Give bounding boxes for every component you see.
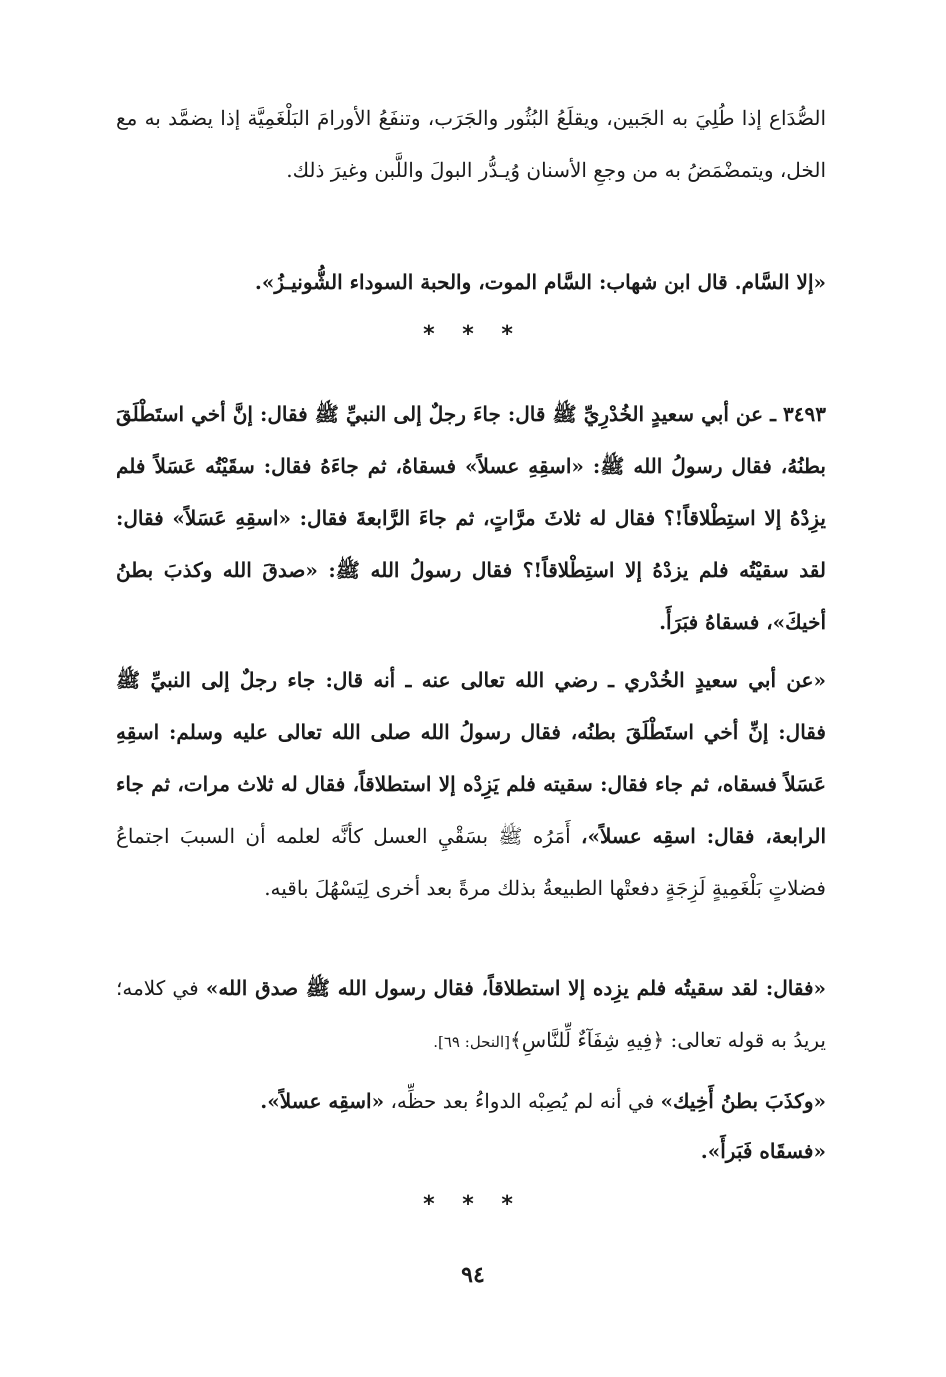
quoted-hadith-text: «فقال: لقد سقيتُه فلم يزِده إلا استطلاقاً، فقال رسول الله ﷺ صدق الله» — [205, 976, 827, 1000]
paragraph-commentary-1: الصُّدَاع إذا طُلِيَ به الجَبين، ويقلَعُ البُثُور والجَرَب، وتنفَعُ الأورامَ البَلْغَمِيَّة إذا يضمَّد به مع الخل، ويتمضْمَضُ به من وجعِ الأسنان وُيـدُّر البولَ واللَّبن وغيرَ ذلك. — [116, 106, 826, 182]
page-number: ٩٤ — [461, 1262, 485, 1288]
paragraph-commentary-5: «فسقَاه فَبَرأَ». — [700, 1139, 826, 1163]
commentary-text: في كلامه؛ يريدُ به قوله تعالى: — [116, 976, 826, 1052]
quoted-hadith-text: «عن أبي سعيدٍ الخُدْري ـ رضي الله تعالى عنه ـ أنه قال: جاء رجلٌ إلى النبيِّ ﷺ فقال: إنِّ أخي استَطْلَقَ بطنُه، فقال رسولُ الله صلى الله تعالى عليه وسلم: اسقِهِ عَسَلاً فسقاه، ثم جاء فقال: سقيته فلم يَزِدْه إلا استطلاقاً، فقال له ثلاث مرات، ثم جاء الرابعة، فقال: اسقِه عسلاً»، — [116, 668, 826, 848]
commentary-text: في أنه لم يُصِبْه الدواءُ بعد حظِّه، — [390, 1089, 655, 1113]
paragraph-commentary-3 — [116, 962, 826, 1068]
section-separator: * * * — [423, 1192, 523, 1217]
quran-verse: ﴿فِيهِ شِفَآءٌ لِّلنَّاسِ﴾ — [509, 1028, 665, 1052]
paragraph-commentary-4 — [116, 1075, 826, 1127]
hadith-3493: ٣٤٩٣ ـ عن أبي سعيدٍ الخُدْرِيِّ ﷺ قال: جاءَ رجلٌ إلى النبيِّ ﷺ فقال: إنَّ أخي استَطْلَقَ بطنُهُ، فقال رسولُ الله ﷺ: «اسقِهِ عسلاً» فسقاهُ، ثم جاءَهُ فقال: سقَيْتُه عَسَلاً فلم يزِدْهُ إلا استِطْلاقاً!؟ فقال له ثلاثَ مرَّاتٍ، ثم جاءَ الرَّابعةَ فقال: «اسقِهِ عَسَلاً» فقال: لقد سقيْتُه فلم يزدْهُ إلا استِطْلاقاً!؟ فقال رسولُ الله ﷺ: «صدقَ الله وكذبَ بطنُ أخيكَ»، فسقاهُ فبَرَأَ. — [116, 402, 826, 634]
commentary-text: أَمَرُه ﷺ بسَقْيِ العسل كأنَّه لعلمه أن السببَ اجتماعُ فضلاتٍ بَلْغَمِيةٍ لَزِجَةٍ دفعتْها الطبيعةُ بذلك مرةً بعد أخرى لِيَسْهُلَ باقيه. — [116, 824, 826, 900]
quoted-hadith-text: «وكذَبَ بطنُ أَخِيك» — [660, 1089, 826, 1113]
section-separator: * * * — [423, 322, 523, 347]
paragraph-quote-al-sam: «إلا السَّام. قال ابن شهاب: السَّام الموت، والحبة السوداء الشُّونيـزُ». — [254, 270, 826, 294]
quran-reference: [النحل: ٦٩]. — [433, 1033, 510, 1051]
quoted-hadith-text: «اسقِه عسلاً». — [260, 1089, 385, 1113]
paragraph-commentary-2 — [116, 654, 826, 914]
